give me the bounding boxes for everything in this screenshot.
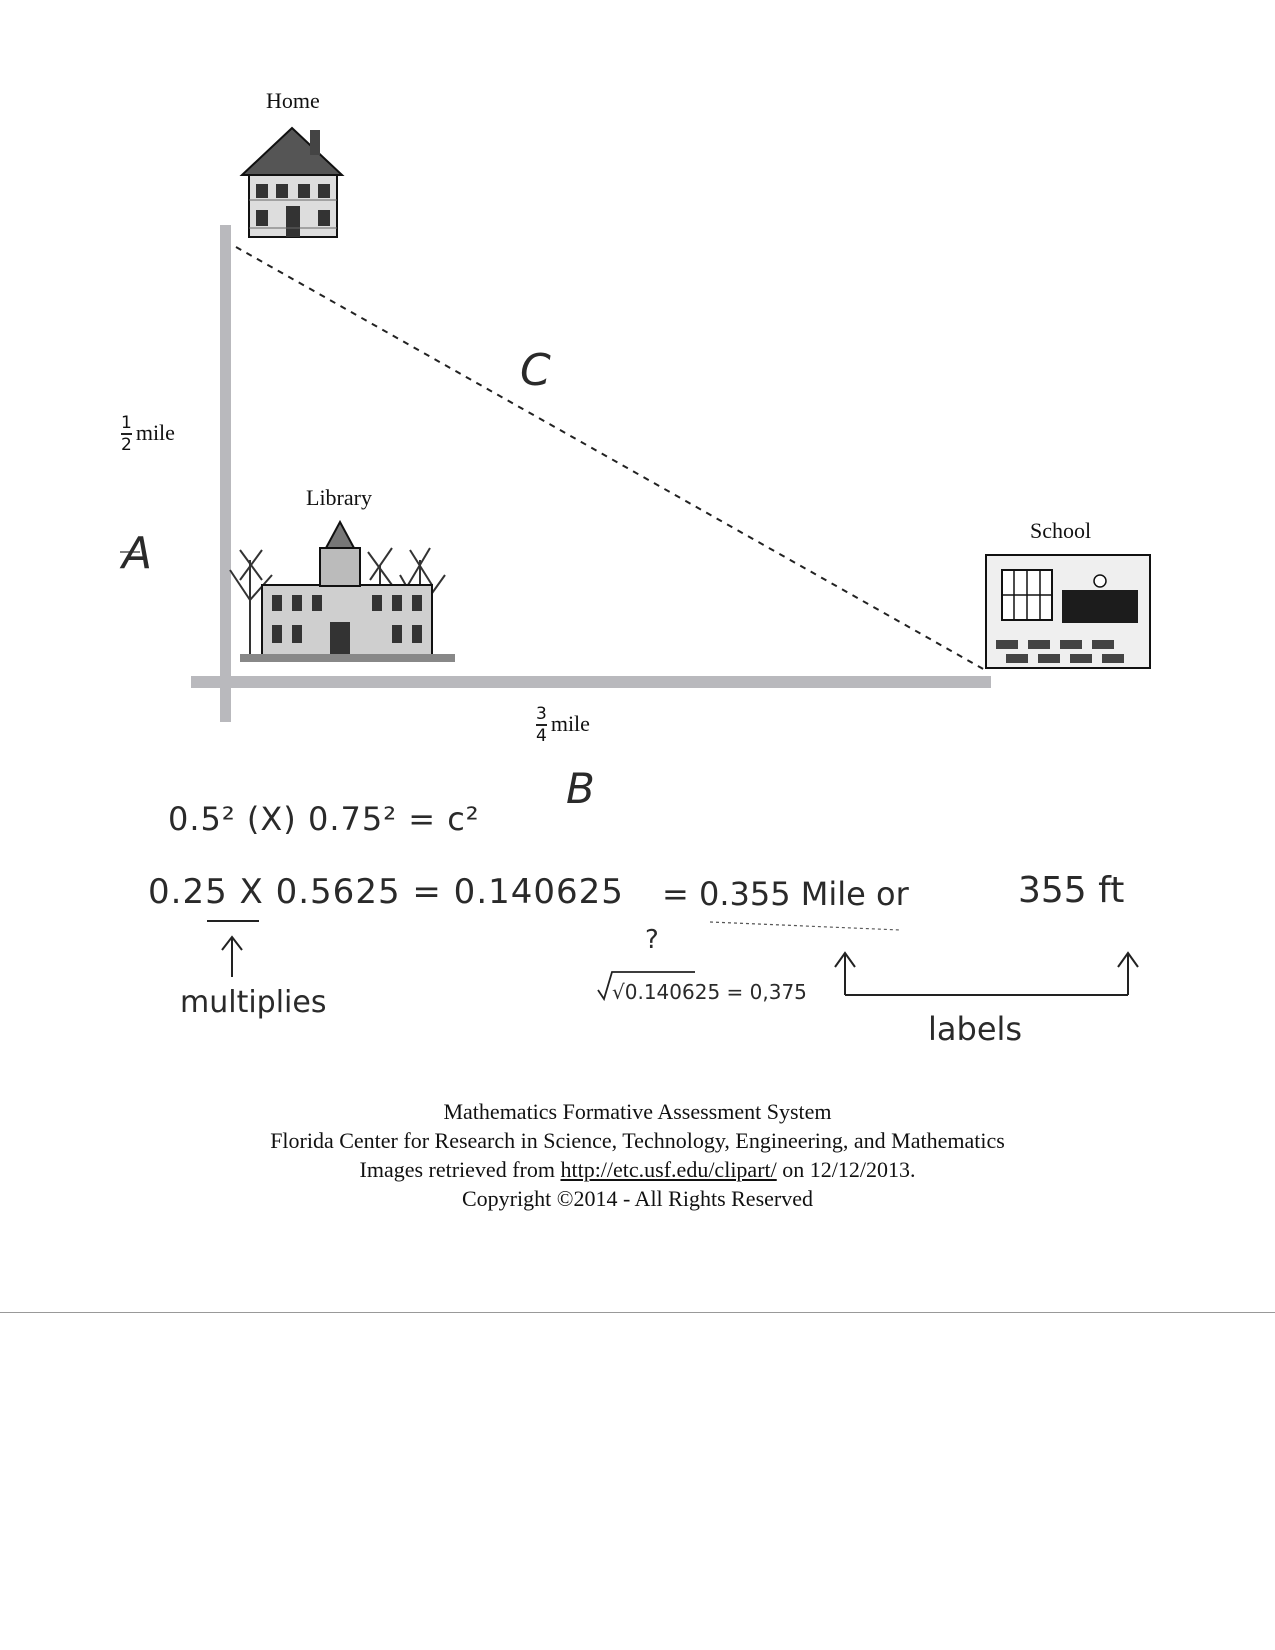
school-label: School: [1030, 518, 1092, 543]
footer-line-2: Florida Center for Research in Science, Technology, Engineering, and Mathematics: [270, 1128, 1005, 1153]
equation-line-2-product: 0.25 X 0.5625 = 0.140625: [148, 872, 624, 912]
side-letter-b: B: [566, 764, 595, 813]
horizontal-denominator: 4: [536, 725, 547, 746]
library-label: Library: [306, 485, 372, 510]
equation-line-1: 0.5² (X) 0.75² = c²: [168, 800, 480, 838]
library-building-picture: [230, 522, 455, 662]
multiplies-arrow: [222, 937, 242, 977]
scan-edge-rule: [0, 1312, 1275, 1313]
multiplies-note: multiplies: [180, 985, 327, 1020]
horizontal-unit: mile: [550, 710, 590, 736]
vertical-numerator: 1: [121, 413, 132, 433]
footer-line-3-suffix: on 12/12/2013.: [776, 1157, 916, 1182]
side-letter-a: A: [122, 528, 153, 579]
home-label: Home: [266, 88, 320, 113]
question-mark: ?: [645, 925, 659, 955]
clipart-link[interactable]: http://etc.usf.edu/clipart/: [560, 1157, 777, 1182]
vertical-fraction: [121, 414, 132, 454]
equation-line-2-feet: 355 ft: [1018, 870, 1125, 911]
square-root-work: √0.140625 = 0,375: [612, 980, 807, 1004]
footer-line-4: Copyright ©2014 - All Rights Reserved: [462, 1186, 813, 1211]
vertical-unit: mile: [135, 419, 175, 445]
home-house-picture: [242, 128, 342, 237]
horizontal-side-length: [536, 705, 590, 747]
footer-line-3-prefix: Images retrieved from: [359, 1157, 561, 1182]
horizontal-numerator: 3: [536, 704, 547, 724]
horizontal-leg-bar: [191, 676, 991, 688]
equation-line-2-result: = 0.355 Mile or: [662, 875, 909, 913]
labels-bracket-arrow: [835, 953, 1138, 995]
horizontal-fraction: [536, 705, 547, 745]
side-letter-c: C: [520, 345, 551, 396]
vertical-side-length: [121, 414, 175, 456]
footer-line-3: [0, 1155, 1275, 1184]
vertical-denominator: 2: [121, 434, 132, 455]
labels-note: labels: [928, 1010, 1023, 1048]
footer-credits: [0, 1097, 1275, 1213]
footer-line-1: Mathematics Formative Assessment System: [443, 1099, 832, 1124]
school-classroom-picture: [986, 555, 1150, 668]
vertical-leg-bar: [220, 225, 231, 722]
